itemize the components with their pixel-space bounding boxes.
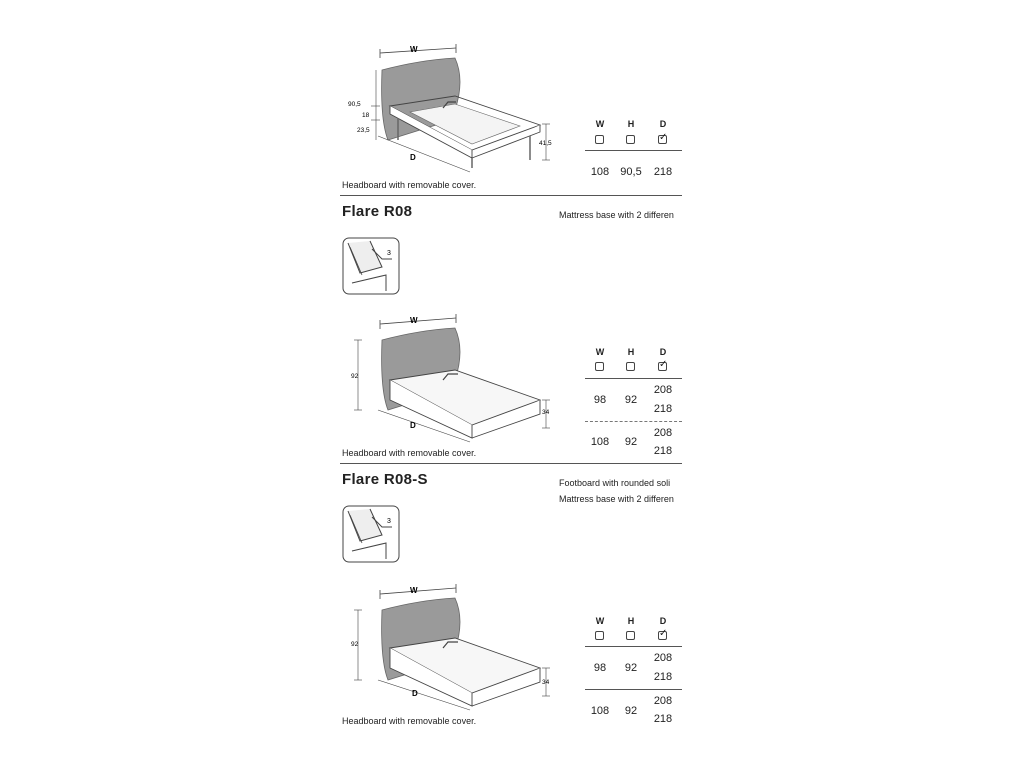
value-d: 218 [653,403,673,415]
value-w: 98 [593,662,607,674]
bed-diagram-1 [340,40,560,180]
right-height-label: 41,5 [539,140,552,147]
col-head-h: H [627,616,635,626]
value-d: 208 [653,384,673,396]
bed-diagram-3 [340,580,560,715]
checkbox-d-checked[interactable] [658,362,667,371]
height-label-headboard: 18 [362,112,370,119]
value-d: 218 [653,445,673,457]
bed-diagram-2 [340,310,560,445]
value-d: 218 [653,713,673,725]
table-row-divider [585,689,682,690]
height-label-leg: 23,5 [357,127,370,134]
caption-2: Headboard with removable cover. [342,448,477,458]
col-head-h: H [627,119,635,129]
value-w: 108 [590,705,610,717]
table-row-divider [585,421,682,422]
value-h: 92 [624,662,638,674]
d-dim-label: D [410,421,416,430]
height-label-total: 92 [351,641,359,648]
col-head-w: W [595,119,605,129]
d-dim-label: D [412,689,418,698]
table-divider [585,646,682,647]
value-h: 92 [624,705,638,717]
col-head-h: H [627,347,635,357]
height-label-total: 90,5 [348,101,361,108]
checkbox-w[interactable] [595,631,604,640]
w-dim-label: W [410,586,418,595]
checkbox-w[interactable] [595,362,604,371]
value-d: 208 [653,427,673,439]
checkbox-d-checked[interactable] [658,135,667,144]
caption-1: Headboard with removable cover. [342,180,477,190]
height-label-total: 92 [351,373,359,380]
table-divider [585,378,682,379]
value-h: 90,5 [620,166,642,178]
product-description: Mattress base with 2 differen [559,210,674,220]
detail-label: 3 [387,518,391,525]
section-divider-1 [340,195,682,196]
table-divider [585,150,682,151]
value-d: 208 [653,695,673,707]
product-description: Mattress base with 2 differen [559,494,674,504]
value-d: 208 [653,652,673,664]
product-title: Flare R08 [342,203,413,220]
right-height-label: 34 [542,679,550,686]
w-dim-label: W [410,316,418,325]
checkbox-h[interactable] [626,631,635,640]
value-w: 108 [590,436,610,448]
checkbox-w[interactable] [595,135,604,144]
value-h: 92 [624,436,638,448]
col-head-w: W [595,347,605,357]
section-divider-2 [340,463,682,464]
d-dim-label: D [410,153,416,162]
col-head-d: D [659,347,667,357]
right-height-label: 34 [542,409,550,416]
detail-diagram-3 [342,505,402,565]
w-dim-label: W [410,45,418,54]
detail-diagram-2 [342,237,402,297]
product-description: Footboard with rounded soli [559,478,671,488]
value-w: 98 [593,394,607,406]
col-head-d: D [659,119,667,129]
caption-3: Headboard with removable cover. [342,716,477,726]
checkbox-h[interactable] [626,135,635,144]
value-d: 218 [653,671,673,683]
col-head-d: D [659,616,667,626]
product-title: Flare R08-S [342,471,428,488]
checkbox-d-checked[interactable] [658,631,667,640]
detail-label: 3 [387,250,391,257]
value-w: 108 [590,166,610,178]
value-h: 92 [624,394,638,406]
value-d: 218 [653,166,673,178]
col-head-w: W [595,616,605,626]
checkbox-h[interactable] [626,362,635,371]
